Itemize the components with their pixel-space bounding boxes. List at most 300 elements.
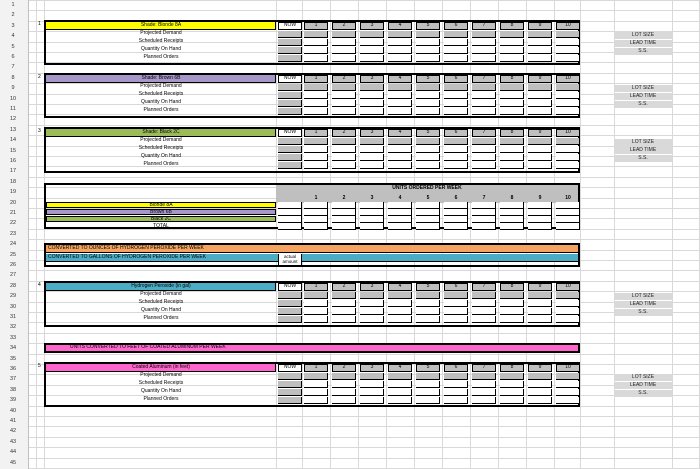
mrp-value-cell[interactable]	[528, 316, 552, 323]
mrp-value-cell[interactable]	[444, 138, 468, 145]
gallons-values-row[interactable]	[302, 254, 578, 262]
mrp-value-cell[interactable]	[416, 389, 440, 396]
units-value-cell[interactable]	[472, 223, 496, 230]
mrp-value-cell[interactable]	[472, 47, 496, 54]
row-number[interactable]: 7	[11, 64, 15, 70]
units-value-cell[interactable]	[444, 223, 468, 230]
mrp-value-cell[interactable]	[360, 92, 384, 99]
mrp-value-cell[interactable]	[278, 138, 302, 145]
mrp-value-cell[interactable]	[388, 92, 412, 99]
mrp-value-cell[interactable]	[444, 373, 468, 380]
row-number[interactable]: 41	[9, 418, 17, 424]
mrp-value-cell[interactable]	[444, 397, 468, 404]
mrp-value-cell[interactable]	[500, 100, 524, 107]
units-value-cell[interactable]	[500, 202, 524, 209]
mrp-value-cell[interactable]	[556, 92, 580, 99]
mrp-value-cell[interactable]	[360, 31, 384, 38]
mrp-value-cell[interactable]	[556, 154, 580, 161]
mrp-value-cell[interactable]	[416, 381, 440, 388]
units-value-cell[interactable]	[360, 223, 384, 230]
mrp-value-cell[interactable]	[304, 292, 328, 299]
units-value-cell[interactable]	[332, 209, 356, 216]
mrp-value-cell[interactable]	[332, 316, 356, 323]
mrp-value-cell[interactable]	[528, 373, 552, 380]
mrp-value-cell[interactable]	[444, 292, 468, 299]
units-value-cell[interactable]	[416, 223, 440, 230]
units-value-cell[interactable]	[556, 202, 580, 209]
mrp-value-cell[interactable]	[304, 373, 328, 380]
mrp-value-cell[interactable]	[360, 154, 384, 161]
mrp-value-cell[interactable]	[304, 39, 328, 46]
mrp-value-cell[interactable]	[332, 92, 356, 99]
row-number[interactable]: 4	[11, 33, 15, 39]
mrp-value-cell[interactable]	[360, 389, 384, 396]
row-number[interactable]: 45	[9, 460, 17, 466]
units-value-cell[interactable]	[472, 216, 496, 223]
mrp-value-cell[interactable]	[556, 389, 580, 396]
row-number[interactable]: 22	[9, 220, 17, 226]
mrp-value-cell[interactable]	[556, 146, 580, 153]
mrp-value-cell[interactable]	[528, 92, 552, 99]
mrp-value-cell[interactable]	[278, 308, 302, 315]
mrp-value-cell[interactable]	[472, 154, 496, 161]
mrp-value-cell[interactable]	[444, 154, 468, 161]
mrp-value-cell[interactable]	[444, 381, 468, 388]
units-value-cell[interactable]	[500, 209, 524, 216]
mrp-value-cell[interactable]	[556, 300, 580, 307]
row-number[interactable]: 24	[9, 241, 17, 247]
side-param-label[interactable]: S.S.	[614, 309, 672, 316]
mrp-value-cell[interactable]	[500, 92, 524, 99]
row-number[interactable]: 16	[9, 158, 17, 164]
mrp-value-cell[interactable]	[332, 100, 356, 107]
row-number[interactable]: 23	[9, 231, 17, 237]
row-number[interactable]: 20	[9, 200, 17, 206]
mrp-value-cell[interactable]	[332, 31, 356, 38]
mrp-value-cell[interactable]	[444, 300, 468, 307]
side-param-label[interactable]: LOT SIZE	[614, 32, 672, 39]
mrp-value-cell[interactable]	[416, 39, 440, 46]
mrp-value-cell[interactable]	[528, 108, 552, 115]
mrp-value-cell[interactable]	[304, 146, 328, 153]
units-value-cell[interactable]	[528, 202, 552, 209]
mrp-value-cell[interactable]	[416, 47, 440, 54]
units-value-cell[interactable]	[472, 209, 496, 216]
mrp-value-cell[interactable]	[472, 146, 496, 153]
mrp-value-cell[interactable]	[472, 162, 496, 169]
units-value-cell[interactable]	[304, 223, 328, 230]
side-param-label[interactable]: LOT SIZE	[614, 139, 672, 146]
mrp-value-cell[interactable]	[332, 39, 356, 46]
mrp-value-cell[interactable]	[556, 308, 580, 315]
mrp-value-cell[interactable]	[556, 84, 580, 91]
mrp-value-cell[interactable]	[500, 316, 524, 323]
row-number[interactable]: 14	[9, 137, 17, 143]
mrp-value-cell[interactable]	[444, 162, 468, 169]
mrp-value-cell[interactable]	[304, 100, 328, 107]
mrp-value-cell[interactable]	[500, 381, 524, 388]
mrp-value-cell[interactable]	[416, 55, 440, 62]
mrp-value-cell[interactable]	[416, 92, 440, 99]
mrp-value-cell[interactable]	[416, 146, 440, 153]
mrp-value-cell[interactable]	[360, 300, 384, 307]
units-value-cell[interactable]	[444, 216, 468, 223]
side-param-label[interactable]: LEAD TIME	[614, 147, 672, 154]
side-param-label[interactable]: S.S.	[614, 390, 672, 397]
mrp-value-cell[interactable]	[444, 146, 468, 153]
mrp-value-cell[interactable]	[332, 381, 356, 388]
units-value-cell[interactable]	[528, 223, 552, 230]
mrp-value-cell[interactable]	[528, 31, 552, 38]
units-value-cell[interactable]	[388, 223, 412, 230]
mrp-value-cell[interactable]	[500, 154, 524, 161]
units-value-cell[interactable]	[332, 223, 356, 230]
mrp-value-cell[interactable]	[556, 55, 580, 62]
mrp-value-cell[interactable]	[388, 292, 412, 299]
units-value-cell[interactable]	[304, 202, 328, 209]
units-value-cell[interactable]	[278, 216, 302, 223]
mrp-value-cell[interactable]	[332, 47, 356, 54]
row-number[interactable]: 34	[9, 345, 17, 351]
mrp-value-cell[interactable]	[360, 146, 384, 153]
row-number[interactable]: 13	[9, 127, 17, 133]
mrp-value-cell[interactable]	[360, 39, 384, 46]
mrp-value-cell[interactable]	[528, 39, 552, 46]
row-number[interactable]: 40	[9, 408, 17, 414]
mrp-value-cell[interactable]	[388, 316, 412, 323]
units-value-cell[interactable]	[332, 202, 356, 209]
row-number[interactable]: 2	[11, 12, 15, 18]
mrp-value-cell[interactable]	[416, 108, 440, 115]
mrp-value-cell[interactable]	[416, 308, 440, 315]
mrp-value-cell[interactable]	[500, 47, 524, 54]
mrp-value-cell[interactable]	[472, 389, 496, 396]
mrp-value-cell[interactable]	[472, 108, 496, 115]
mrp-value-cell[interactable]	[444, 47, 468, 54]
mrp-value-cell[interactable]	[278, 300, 302, 307]
units-value-cell[interactable]	[388, 202, 412, 209]
mrp-value-cell[interactable]	[556, 373, 580, 380]
mrp-value-cell[interactable]	[416, 100, 440, 107]
mrp-value-cell[interactable]	[556, 381, 580, 388]
side-param-label[interactable]: LOT SIZE	[614, 374, 672, 381]
mrp-value-cell[interactable]	[388, 47, 412, 54]
row-number[interactable]: 42	[9, 428, 17, 434]
mrp-value-cell[interactable]	[556, 316, 580, 323]
mrp-value-cell[interactable]	[500, 39, 524, 46]
row-number[interactable]: 10	[9, 96, 17, 102]
mrp-value-cell[interactable]	[388, 100, 412, 107]
mrp-value-cell[interactable]	[388, 108, 412, 115]
units-value-cell[interactable]	[528, 209, 552, 216]
mrp-value-cell[interactable]	[528, 397, 552, 404]
mrp-value-cell[interactable]	[278, 108, 302, 115]
mrp-value-cell[interactable]	[278, 154, 302, 161]
mrp-value-cell[interactable]	[444, 92, 468, 99]
mrp-value-cell[interactable]	[388, 373, 412, 380]
mrp-value-cell[interactable]	[360, 55, 384, 62]
side-param-label[interactable]: S.S.	[614, 101, 672, 108]
mrp-value-cell[interactable]	[332, 373, 356, 380]
row-number[interactable]: 26	[9, 262, 17, 268]
row-number[interactable]: 27	[9, 272, 17, 278]
mrp-value-cell[interactable]	[528, 300, 552, 307]
mrp-value-cell[interactable]	[304, 92, 328, 99]
units-value-cell[interactable]	[528, 216, 552, 223]
row-number[interactable]: 15	[9, 148, 17, 154]
mrp-value-cell[interactable]	[278, 47, 302, 54]
mrp-value-cell[interactable]	[388, 300, 412, 307]
units-value-cell[interactable]	[416, 216, 440, 223]
row-number[interactable]: 39	[9, 397, 17, 403]
row-number[interactable]: 8	[11, 75, 15, 81]
units-value-cell[interactable]	[278, 223, 302, 230]
mrp-value-cell[interactable]	[388, 162, 412, 169]
mrp-value-cell[interactable]	[388, 381, 412, 388]
mrp-value-cell[interactable]	[278, 146, 302, 153]
mrp-value-cell[interactable]	[528, 100, 552, 107]
mrp-value-cell[interactable]	[332, 108, 356, 115]
mrp-value-cell[interactable]	[388, 397, 412, 404]
mrp-value-cell[interactable]	[528, 162, 552, 169]
mrp-value-cell[interactable]	[304, 381, 328, 388]
row-number[interactable]: 29	[9, 293, 17, 299]
mrp-value-cell[interactable]	[278, 55, 302, 62]
mrp-value-cell[interactable]	[472, 55, 496, 62]
mrp-value-cell[interactable]	[332, 162, 356, 169]
row-number[interactable]: 36	[9, 366, 17, 372]
mrp-value-cell[interactable]	[388, 146, 412, 153]
row-number[interactable]: 6	[11, 54, 15, 60]
mrp-value-cell[interactable]	[278, 100, 302, 107]
row-number[interactable]: 9	[11, 85, 15, 91]
side-param-label[interactable]: LOT SIZE	[614, 85, 672, 92]
mrp-value-cell[interactable]	[304, 138, 328, 145]
mrp-value-cell[interactable]	[360, 316, 384, 323]
mrp-value-cell[interactable]	[472, 300, 496, 307]
mrp-value-cell[interactable]	[528, 138, 552, 145]
mrp-value-cell[interactable]	[278, 373, 302, 380]
mrp-value-cell[interactable]	[500, 146, 524, 153]
mrp-value-cell[interactable]	[528, 389, 552, 396]
mrp-value-cell[interactable]	[360, 381, 384, 388]
row-number[interactable]: 18	[9, 179, 17, 185]
mrp-value-cell[interactable]	[556, 47, 580, 54]
mrp-value-cell[interactable]	[332, 300, 356, 307]
units-value-cell[interactable]	[360, 216, 384, 223]
mrp-value-cell[interactable]	[472, 308, 496, 315]
row-number[interactable]: 33	[9, 335, 17, 341]
mrp-value-cell[interactable]	[472, 373, 496, 380]
mrp-value-cell[interactable]	[304, 300, 328, 307]
side-param-label[interactable]: LEAD TIME	[614, 40, 672, 47]
mrp-value-cell[interactable]	[304, 154, 328, 161]
units-value-cell[interactable]	[444, 209, 468, 216]
mrp-value-cell[interactable]	[278, 31, 302, 38]
mrp-value-cell[interactable]	[388, 138, 412, 145]
mrp-value-cell[interactable]	[360, 47, 384, 54]
mrp-value-cell[interactable]	[360, 373, 384, 380]
units-value-cell[interactable]	[500, 216, 524, 223]
mrp-value-cell[interactable]	[278, 84, 302, 91]
mrp-value-cell[interactable]	[416, 316, 440, 323]
mrp-value-cell[interactable]	[360, 108, 384, 115]
mrp-value-cell[interactable]	[304, 389, 328, 396]
mrp-value-cell[interactable]	[528, 308, 552, 315]
mrp-value-cell[interactable]	[388, 31, 412, 38]
mrp-value-cell[interactable]	[388, 84, 412, 91]
side-param-label[interactable]: LEAD TIME	[614, 382, 672, 389]
mrp-value-cell[interactable]	[556, 138, 580, 145]
mrp-value-cell[interactable]	[416, 397, 440, 404]
mrp-value-cell[interactable]	[278, 292, 302, 299]
mrp-value-cell[interactable]	[500, 31, 524, 38]
mrp-value-cell[interactable]	[528, 55, 552, 62]
mrp-value-cell[interactable]	[500, 55, 524, 62]
mrp-value-cell[interactable]	[500, 84, 524, 91]
units-value-cell[interactable]	[332, 216, 356, 223]
row-number[interactable]: 1	[11, 2, 15, 8]
row-number[interactable]: 12	[9, 116, 17, 122]
mrp-value-cell[interactable]	[304, 108, 328, 115]
mrp-value-cell[interactable]	[278, 397, 302, 404]
mrp-value-cell[interactable]	[528, 154, 552, 161]
row-number[interactable]: 32	[9, 324, 17, 330]
row-number[interactable]: 44	[9, 449, 17, 455]
mrp-value-cell[interactable]	[278, 389, 302, 396]
mrp-value-cell[interactable]	[472, 39, 496, 46]
mrp-value-cell[interactable]	[360, 308, 384, 315]
mrp-value-cell[interactable]	[472, 292, 496, 299]
mrp-value-cell[interactable]	[472, 31, 496, 38]
mrp-value-cell[interactable]	[528, 292, 552, 299]
mrp-value-cell[interactable]	[472, 138, 496, 145]
row-number[interactable]: 43	[9, 439, 17, 445]
mrp-value-cell[interactable]	[360, 292, 384, 299]
mrp-value-cell[interactable]	[360, 162, 384, 169]
mrp-value-cell[interactable]	[472, 92, 496, 99]
side-param-label[interactable]: S.S.	[614, 48, 672, 55]
mrp-value-cell[interactable]	[444, 31, 468, 38]
row-number[interactable]: 25	[9, 252, 17, 258]
mrp-value-cell[interactable]	[556, 100, 580, 107]
units-value-cell[interactable]	[416, 202, 440, 209]
mrp-value-cell[interactable]	[278, 316, 302, 323]
mrp-value-cell[interactable]	[278, 92, 302, 99]
mrp-value-cell[interactable]	[416, 154, 440, 161]
mrp-value-cell[interactable]	[500, 292, 524, 299]
row-number[interactable]: 35	[9, 356, 17, 362]
mrp-value-cell[interactable]	[416, 162, 440, 169]
mrp-value-cell[interactable]	[278, 39, 302, 46]
mrp-value-cell[interactable]	[388, 154, 412, 161]
mrp-value-cell[interactable]	[556, 31, 580, 38]
mrp-value-cell[interactable]	[528, 84, 552, 91]
row-number[interactable]: 38	[9, 387, 17, 393]
side-param-label[interactable]: S.S.	[614, 155, 672, 162]
units-value-cell[interactable]	[360, 209, 384, 216]
mrp-value-cell[interactable]	[304, 316, 328, 323]
units-value-cell[interactable]	[556, 216, 580, 223]
mrp-value-cell[interactable]	[444, 84, 468, 91]
side-param-label[interactable]: LEAD TIME	[614, 93, 672, 100]
row-number[interactable]: 28	[9, 283, 17, 289]
mrp-value-cell[interactable]	[332, 308, 356, 315]
mrp-value-cell[interactable]	[500, 162, 524, 169]
units-value-cell[interactable]	[444, 202, 468, 209]
mrp-value-cell[interactable]	[472, 381, 496, 388]
mrp-value-cell[interactable]	[556, 397, 580, 404]
mrp-value-cell[interactable]	[500, 373, 524, 380]
row-number[interactable]: 37	[9, 376, 17, 382]
mrp-value-cell[interactable]	[444, 39, 468, 46]
side-param-label[interactable]: LOT SIZE	[614, 293, 672, 300]
units-value-cell[interactable]	[388, 216, 412, 223]
mrp-value-cell[interactable]	[472, 84, 496, 91]
mrp-value-cell[interactable]	[278, 381, 302, 388]
mrp-value-cell[interactable]	[472, 100, 496, 107]
mrp-value-cell[interactable]	[332, 138, 356, 145]
mrp-value-cell[interactable]	[304, 308, 328, 315]
mrp-value-cell[interactable]	[500, 308, 524, 315]
units-value-cell[interactable]	[556, 223, 580, 230]
units-value-cell[interactable]	[556, 209, 580, 216]
row-number[interactable]: 21	[9, 210, 17, 216]
mrp-value-cell[interactable]	[500, 300, 524, 307]
units-value-cell[interactable]	[416, 209, 440, 216]
mrp-value-cell[interactable]	[332, 154, 356, 161]
mrp-value-cell[interactable]	[416, 292, 440, 299]
mrp-value-cell[interactable]	[472, 397, 496, 404]
mrp-value-cell[interactable]	[360, 84, 384, 91]
units-value-cell[interactable]	[500, 223, 524, 230]
mrp-value-cell[interactable]	[360, 138, 384, 145]
mrp-value-cell[interactable]	[360, 100, 384, 107]
mrp-value-cell[interactable]	[556, 162, 580, 169]
row-number[interactable]: 17	[9, 168, 17, 174]
mrp-value-cell[interactable]	[472, 316, 496, 323]
row-number[interactable]: 11	[10, 106, 16, 112]
mrp-value-cell[interactable]	[388, 389, 412, 396]
mrp-value-cell[interactable]	[416, 138, 440, 145]
row-number[interactable]: 5	[11, 44, 15, 50]
mrp-value-cell[interactable]	[528, 381, 552, 388]
mrp-value-cell[interactable]	[304, 162, 328, 169]
mrp-value-cell[interactable]	[388, 55, 412, 62]
mrp-value-cell[interactable]	[304, 84, 328, 91]
mrp-value-cell[interactable]	[528, 47, 552, 54]
mrp-value-cell[interactable]	[332, 292, 356, 299]
units-value-cell[interactable]	[388, 209, 412, 216]
row-number[interactable]: 30	[9, 304, 17, 310]
row-number[interactable]: 19	[9, 189, 17, 195]
row-number[interactable]: 31	[9, 314, 17, 320]
mrp-value-cell[interactable]	[388, 39, 412, 46]
mrp-value-cell[interactable]	[444, 55, 468, 62]
mrp-value-cell[interactable]	[332, 389, 356, 396]
mrp-value-cell[interactable]	[332, 397, 356, 404]
mrp-value-cell[interactable]	[304, 55, 328, 62]
mrp-value-cell[interactable]	[278, 162, 302, 169]
mrp-value-cell[interactable]	[304, 397, 328, 404]
mrp-value-cell[interactable]	[416, 84, 440, 91]
units-value-cell[interactable]	[304, 216, 328, 223]
side-param-label[interactable]: LEAD TIME	[614, 301, 672, 308]
mrp-value-cell[interactable]	[500, 138, 524, 145]
mrp-value-cell[interactable]	[500, 389, 524, 396]
mrp-value-cell[interactable]	[444, 308, 468, 315]
row-number[interactable]: 3	[11, 23, 15, 29]
